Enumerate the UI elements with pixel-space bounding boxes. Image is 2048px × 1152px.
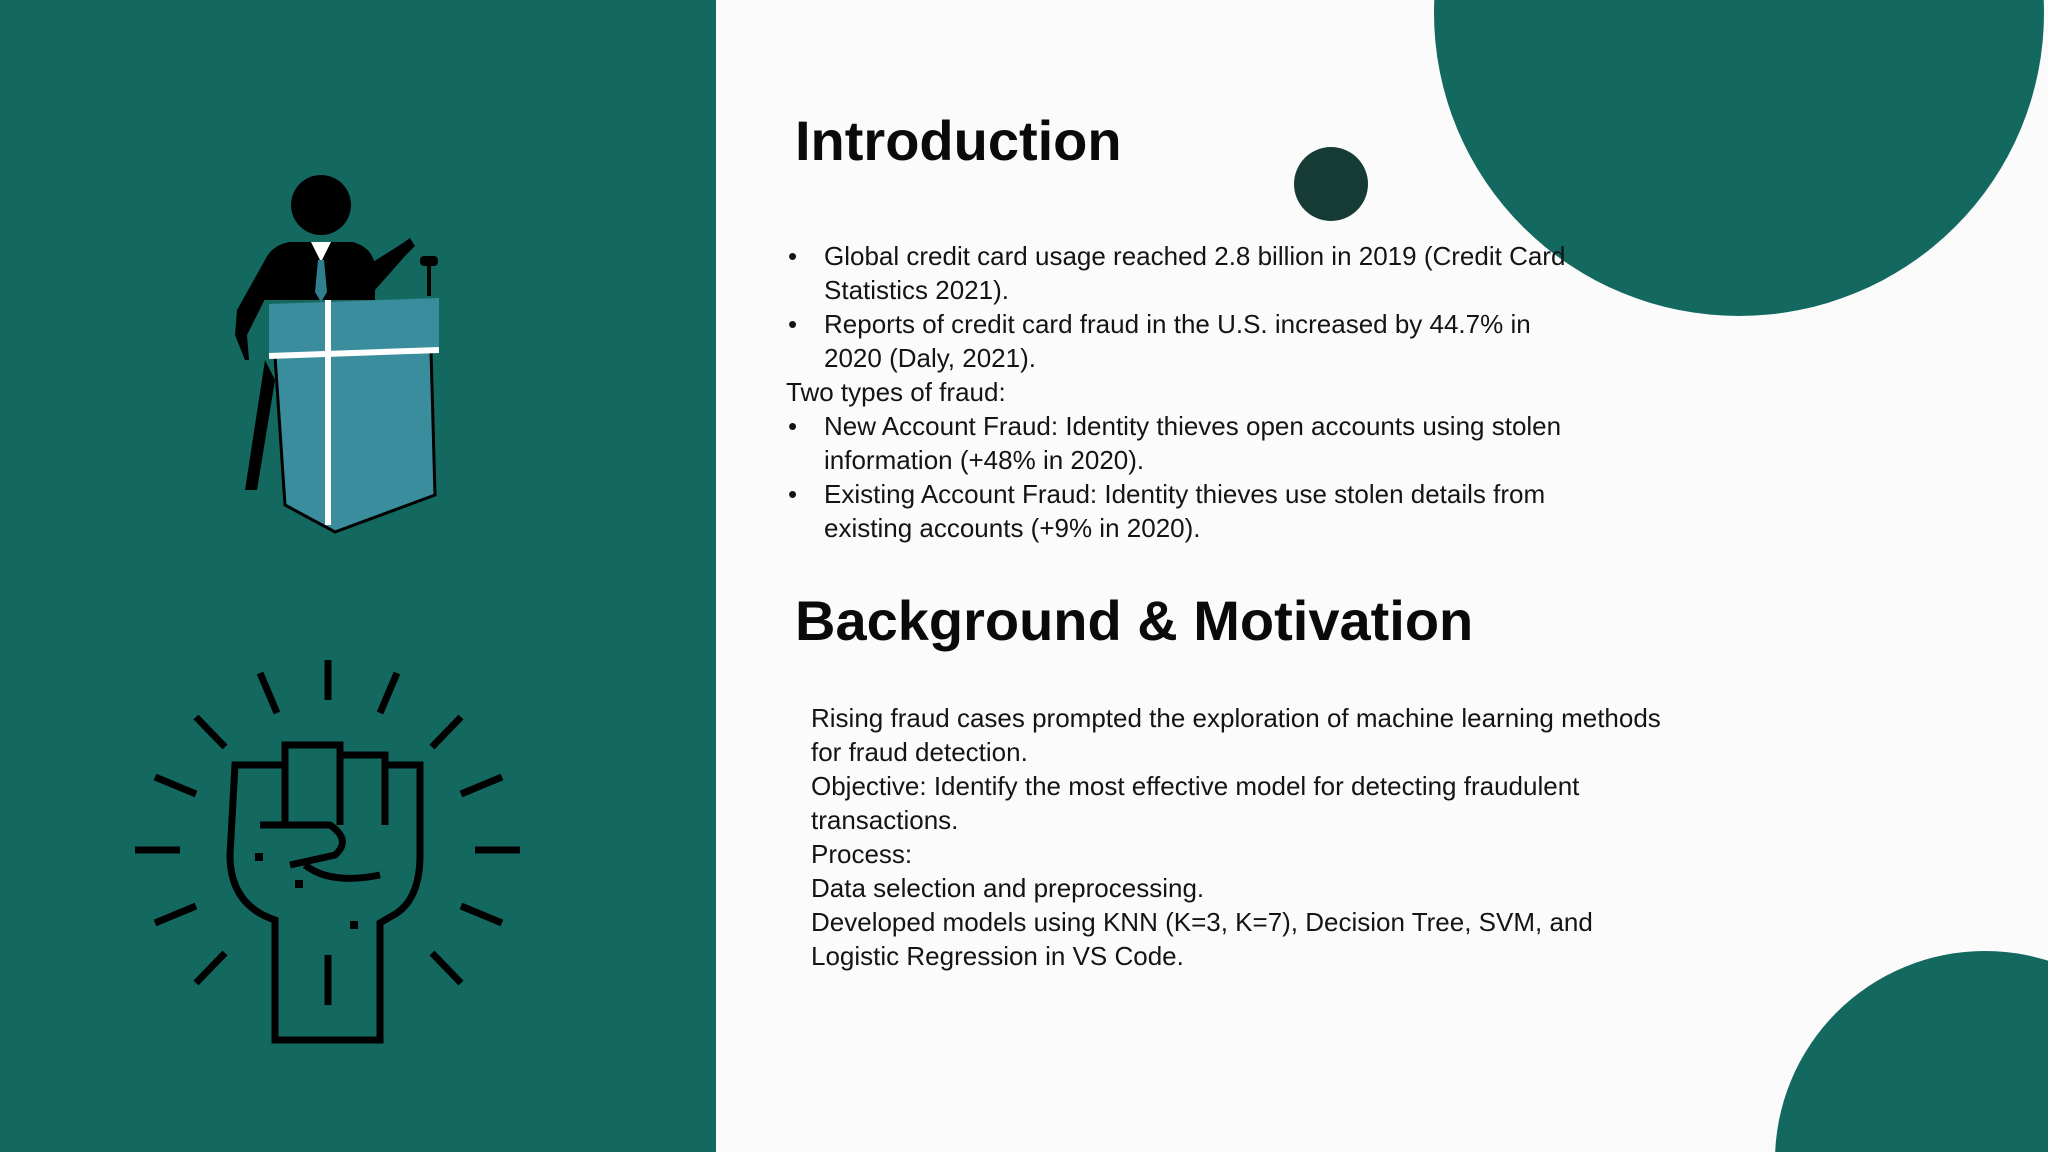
background-body [811,701,1671,973]
list-item: • Existing Account Fraud: Identity thieves use stolen details from existing accounts (+9% in 2020). [786,477,1586,545]
background-heading: Background & Motivation [795,589,1474,652]
list-item: • New Account Fraud: Identity thieves open accounts using stolen information (+48% in 2020). [786,409,1586,477]
background-line: Developed models using KNN (K=3, K=7), Decision Tree, SVM, and Logistic Regression in VS Code. [811,907,1593,971]
decorative-circle-bottom-right [1775,951,2048,1152]
raised-fist-icon [130,655,525,1050]
background-line: Data selection and preprocessing. [811,873,1205,903]
fraud-types-subheading: Two types of fraud: [786,377,1006,407]
introduction-heading: Introduction [795,109,1122,172]
decorative-dot [1294,147,1368,221]
list-item: • Global credit card usage reached 2.8 billion in 2019 (Credit Card Statistics 2021). [786,239,1586,307]
background-line: Objective: Identify the most effective model for detecting fraudulent transactions. [811,771,1580,835]
introduction-body [786,239,1586,545]
list-item: • Reports of credit card fraud in the U.S. increased by 44.7% in 2020 (Daly, 2021). [786,307,1586,375]
background-line: Process: [811,839,913,869]
background-line: Rising fraud cases prompted the exploration of machine learning methods for fraud detection. [811,703,1661,767]
speaker-at-podium-icon [225,170,455,535]
